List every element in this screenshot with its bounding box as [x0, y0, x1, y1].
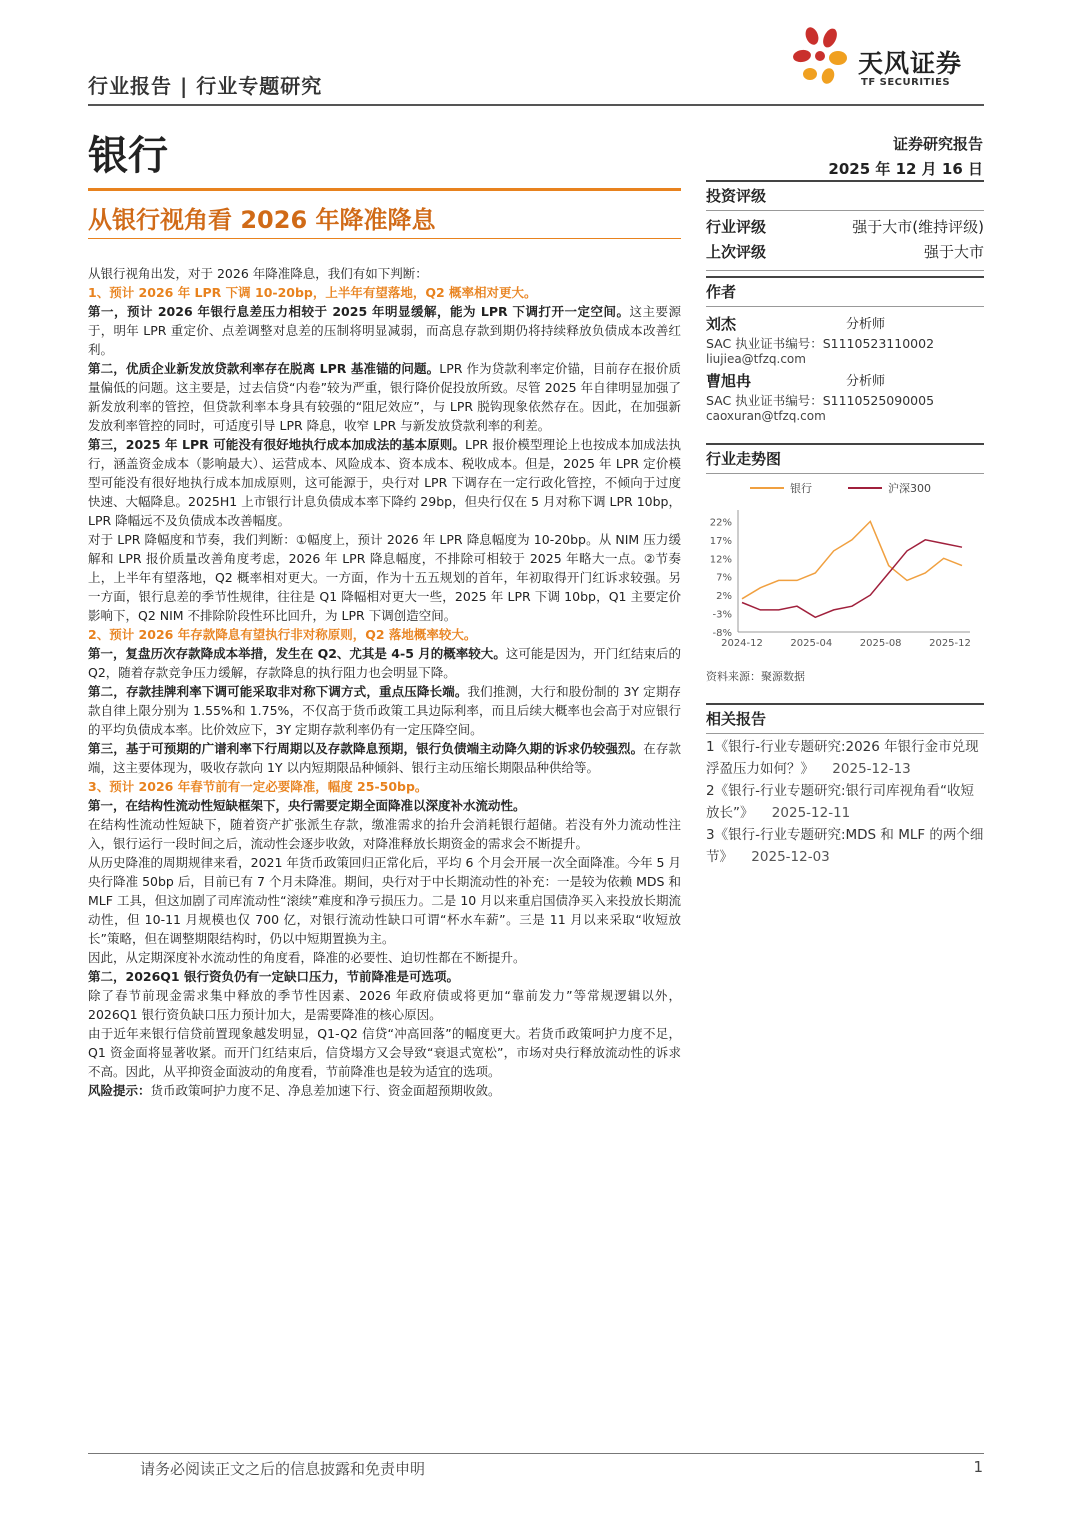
related-report-title: 2《银行-行业专题研究:银行司库视角看“收短放长”》	[706, 783, 975, 821]
paragraph-lead: 第二，优质企业新发放贷款利率存在脱离 LPR 基准锚的问题。	[88, 361, 440, 376]
body-paragraph	[88, 739, 681, 777]
body-paragraph: 对于 LPR 降幅度和节奏，我们判断：①幅度上，预计 2026 年 LPR 降息幅度为 10-20bp。从 NIM 压力缓解和 LPR 报价质量改善角度考虑，2026 年 LPR 降息幅度，不排除可相较于 2025 年略大一点。②节奏上，上半年有望落地，Q2 概率相对更大。一方面，作为十五五规划的首年，年初取得开门红诉求较强。另一方面，银行息差的季节性规律，往往是 Q1 降幅相对更大一些，2025 年 LPR 下调 10bp，Q1 主要定价影响下，Q2 NIM 不排除阶段性环比回升，为 LPR 下调创造空间。	[88, 532, 681, 623]
author-title: 作者	[706, 283, 737, 301]
footer-disclaimer: 请务必阅读正文之后的信息披露和免责申明	[140, 1460, 426, 1478]
related-report-date: 2025-12-11	[771, 805, 851, 821]
author-role: 分析师	[846, 317, 886, 332]
body-paragraph: 从历史降准的周期规律来看，2021 年货币政策回归正常化后，平均 6 个月会开展一次全面降准。今年 5 月央行降准 50bp 后，目前已有 7 个月未降准。期间，央行对于中长期流动性的补充：一是较为依赖 MDS 和 MLF 工具，但这加剧了司库流动性“滚续”难度和净亏损压力。二是 10 月以来重启国债净买入来投放长期流动性，但 10-11 月规模也仅 700 亿，对银行流动性缺口可谓“杯水车薪”。三是 11 月以来采取“收短放长”策略，但在调整期限结构时，仍以中短期置换为主。	[88, 855, 681, 946]
paragraph-text: 在存款端，这主要体现为，吸收存款向 1Y 以内短期限品种倾斜、银行主动压缩长期限品种供给等。	[88, 741, 681, 775]
author-role: 分析师	[846, 374, 886, 389]
prev-rating-row	[706, 241, 984, 262]
related-top-rule	[706, 703, 984, 705]
author-email[interactable]: caoxuran@tfzq.com	[706, 409, 826, 423]
y-tick-label: 17%	[709, 535, 732, 547]
author-card	[706, 313, 984, 366]
y-tick-label: -8%	[712, 628, 732, 639]
related-title: 相关报告	[706, 710, 767, 728]
author-block	[706, 276, 984, 423]
body-paragraph: 由于近年来银行信贷前置现象越发明显，Q1-Q2 信贷“冲高回落”的幅度更大。若货币政策呵护力度不足，Q1 资金面将显著收紧。而开门红结束后，信贷塌方又会导致“衰退式宽松”，市场对央行释放流动性的诉求不高。因此，从平抑资金面波动的角度看，节前降准也是较为适宜的选项。	[88, 1026, 681, 1079]
section-heading: 1、预计 2026 年 LPR 下调 10-20bp，上半年有望落地，Q2 概率相对更大。	[88, 285, 537, 300]
sector-title: 银行	[88, 133, 168, 179]
x-tick-label: 2025-04	[790, 638, 833, 649]
page-number: 1	[973, 1458, 983, 1476]
paragraph-text: 货币政策呵护力度不足、净息差加速下行、资金面超预期收敛。	[150, 1083, 501, 1098]
x-tick-label: 2025-12	[929, 638, 971, 649]
title-top-rule	[88, 188, 681, 191]
chart-source: 资料来源：聚源数据	[706, 670, 805, 683]
author-email[interactable]: liujiea@tfzq.com	[706, 352, 806, 366]
body-paragraph	[88, 302, 681, 359]
author-name: 曹旭冉	[706, 372, 752, 390]
body-paragraph: 除了春节前现金需求集中释放的季节性因素、2026 年政府债或将更加“靠前发力”等常规逻辑以外，2026Q1 银行资负缺口压力预计加大，是需要降准的核心原因。	[88, 988, 681, 1022]
y-tick-label: -3%	[712, 609, 732, 621]
body-paragraph	[88, 435, 681, 530]
paragraph-lead: 第一，预计 2026 年银行息差压力相较于 2025 年明显缓解，能为 LPR 下调打开一定空间。	[88, 304, 630, 319]
related-report-link[interactable]	[706, 824, 984, 868]
footer-divider	[88, 1453, 984, 1454]
rating-divider	[706, 210, 984, 211]
body-paragraph	[88, 1081, 681, 1100]
report-body	[88, 264, 681, 1100]
report-date: 2025 年 12 月 16 日	[828, 160, 983, 178]
paragraph-text: LPR 作为贷款利率定价锚，目前存在报价质量偏低的问题。这主要是，过去信贷“内卷”较为严重，银行降价促投放所致。尽管 2025 年自律明显加强了新发放利率的管控，但贷款利率本身具有较强的“阻尼效应”，与 LPR 脱钩现象依然存在。因此，在加强新发放利率管控的同时，可适度引导 LPR 降息，收窄 LPR 与新发放贷款利率的利差。	[88, 361, 681, 433]
related-block	[706, 703, 984, 868]
related-report-link[interactable]	[706, 780, 984, 824]
paragraph-lead: 第一，复盘历次存款降成本举措，发生在 Q2、尤其是 4-5 月的概率较大。	[88, 646, 506, 661]
author-sac: SAC 执业证书编号：S1110523110002	[706, 336, 935, 351]
paragraph-lead: 第二，存款挂牌利率下调可能采取非对称下调方式，重点压降长端。	[88, 684, 468, 699]
body-paragraph: 因此，从定期深度补水流动性的角度看，降准的必要性、迫切性都在不断提升。	[88, 950, 526, 965]
rating-top-rule	[706, 180, 984, 182]
paragraph-lead: 风险提示：	[88, 1083, 151, 1098]
industry-rating-label: 行业评级	[706, 218, 767, 236]
trend-top-rule	[706, 443, 984, 445]
paragraph-text: 这可能是因为，开门红结束后的 Q2，随着存款竞争压力缓解，存款降息的执行阻力也会明显下降。	[88, 646, 681, 680]
header-divider	[88, 104, 984, 106]
x-tick-label: 2025-08	[859, 638, 902, 649]
rating-title: 投资评级	[706, 187, 767, 205]
related-report-title: 1《银行-行业专题研究:2026 年银行金市兑现浮盈压力如何？》	[706, 739, 979, 777]
y-tick-label: 22%	[709, 517, 732, 529]
brand-name-cn: 天风证券	[858, 49, 963, 78]
y-tick-label: 7%	[716, 572, 732, 584]
author-card	[706, 370, 984, 423]
paragraph-lead: 第一，在结构性流动性短缺框架下，央行需要定期全面降准以深度补水流动性。	[88, 798, 526, 813]
body-paragraph	[88, 682, 681, 739]
brand-name-en: TF SECURITIES	[861, 77, 951, 88]
industry-trend-chart	[700, 474, 980, 654]
title-bottom-rule	[88, 238, 681, 239]
industry-rating-value: 强于大市(维持评级)	[852, 218, 984, 236]
rating-block	[706, 180, 984, 271]
tf-securities-logo-icon	[790, 24, 860, 100]
body-paragraph	[88, 796, 681, 815]
industry-rating-row	[706, 216, 984, 237]
paragraph-lead: 第三，2025 年 LPR 可能没有很好地执行成本加成法的基本原则。	[88, 437, 465, 452]
paragraph-text: 这主要源于，明年 LPR 重定价、点差调整对息差的压制将明显减弱，而高息存款到期仍将持续释放负债成本改善红利。	[88, 304, 681, 357]
paragraph-lead: 第二，2026Q1 银行资负仍有一定缺口压力，节前降准是可选项。	[88, 969, 459, 984]
report-title: 从银行视角看 2026 年降准降息	[88, 206, 436, 234]
trend-title: 行业走势图	[706, 450, 782, 468]
related-divider	[706, 733, 984, 734]
related-report-date: 2025-12-03	[751, 849, 830, 865]
related-report-link[interactable]	[706, 736, 984, 780]
body-paragraph: 在结构性流动性短缺下，随着资产扩张派生存款，缴准需求的抬升会消耗银行超储。若没有外力流动性注入，银行运行一段时间之后，流动性会逐步收敛，对降准释放长期资金的需求会不断提升。	[88, 817, 681, 851]
paragraph-lead: 第三，基于可预期的广谱利率下行周期以及存款降息预期，银行负债端主动降久期的诉求仍较强烈。	[88, 741, 644, 756]
series-line-bank	[742, 521, 962, 598]
related-report-title: 3《银行-行业专题研究:MDS 和 MLF 的两个细节》	[706, 827, 984, 865]
legend-label: 沪深300	[888, 482, 931, 495]
author-divider	[706, 306, 984, 307]
prev-rating-value: 强于大市	[923, 243, 984, 261]
section-heading: 3、预计 2026 年春节前有一定必要降准，幅度 25-50bp。	[88, 779, 428, 794]
series-line-csi300	[742, 540, 962, 618]
author-sac: SAC 执业证书编号：S1110525090005	[706, 393, 935, 408]
paragraph-text: LPR 报价模型理论上也按成本加成法执行，涵盖资金成本（影响最大）、运营成本、风险成本、资本成本、税收成本。但是，2025 年 LPR 定价模型可能没有很好地执行成本加成原则，这可能源于，央行对 LPR 下调存在一定行政化管控，不倾向于过度快速、大幅降息。2025H1 上市银行计息负债成本率下降约 29bp，但央行仅在 5 月对称下调 LPR 10bp，LPR 降幅远不及负债成本改善幅度。	[88, 437, 681, 528]
related-report-date: 2025-12-13	[832, 761, 911, 777]
body-paragraph: 从银行视角出发，对于 2026 年降准降息，我们有如下判断：	[88, 266, 428, 281]
section-heading: 2、预计 2026 年存款降息有望执行非对称原则，Q2 落地概率较大。	[88, 627, 477, 642]
author-top-rule	[706, 276, 984, 278]
prev-rating-label: 上次评级	[706, 243, 767, 261]
rating-bottom-rule	[706, 270, 984, 271]
y-tick-label: 2%	[716, 591, 732, 603]
x-tick-label: 2024-12	[721, 638, 763, 649]
body-paragraph	[88, 967, 681, 986]
paragraph-text: 我们推测，大行和股份制的 3Y 定期存款自律上限分别为 1.55%和 1.75%，不仅高于货币政策工具边际利率，而且后续大概率也会高于对应银行的平均负债成本率。比价效应下，3Y 定期存款利率仍有一定压降空间。	[88, 684, 681, 737]
y-tick-label: 12%	[709, 554, 732, 566]
trend-block	[706, 443, 984, 474]
body-paragraph	[88, 644, 681, 682]
legend-label: 银行	[790, 482, 812, 495]
report-category: 行业报告 | 行业专题研究	[88, 74, 323, 98]
author-name: 刘杰	[706, 315, 737, 333]
body-paragraph	[88, 359, 681, 435]
report-type: 证券研究报告	[892, 135, 983, 153]
